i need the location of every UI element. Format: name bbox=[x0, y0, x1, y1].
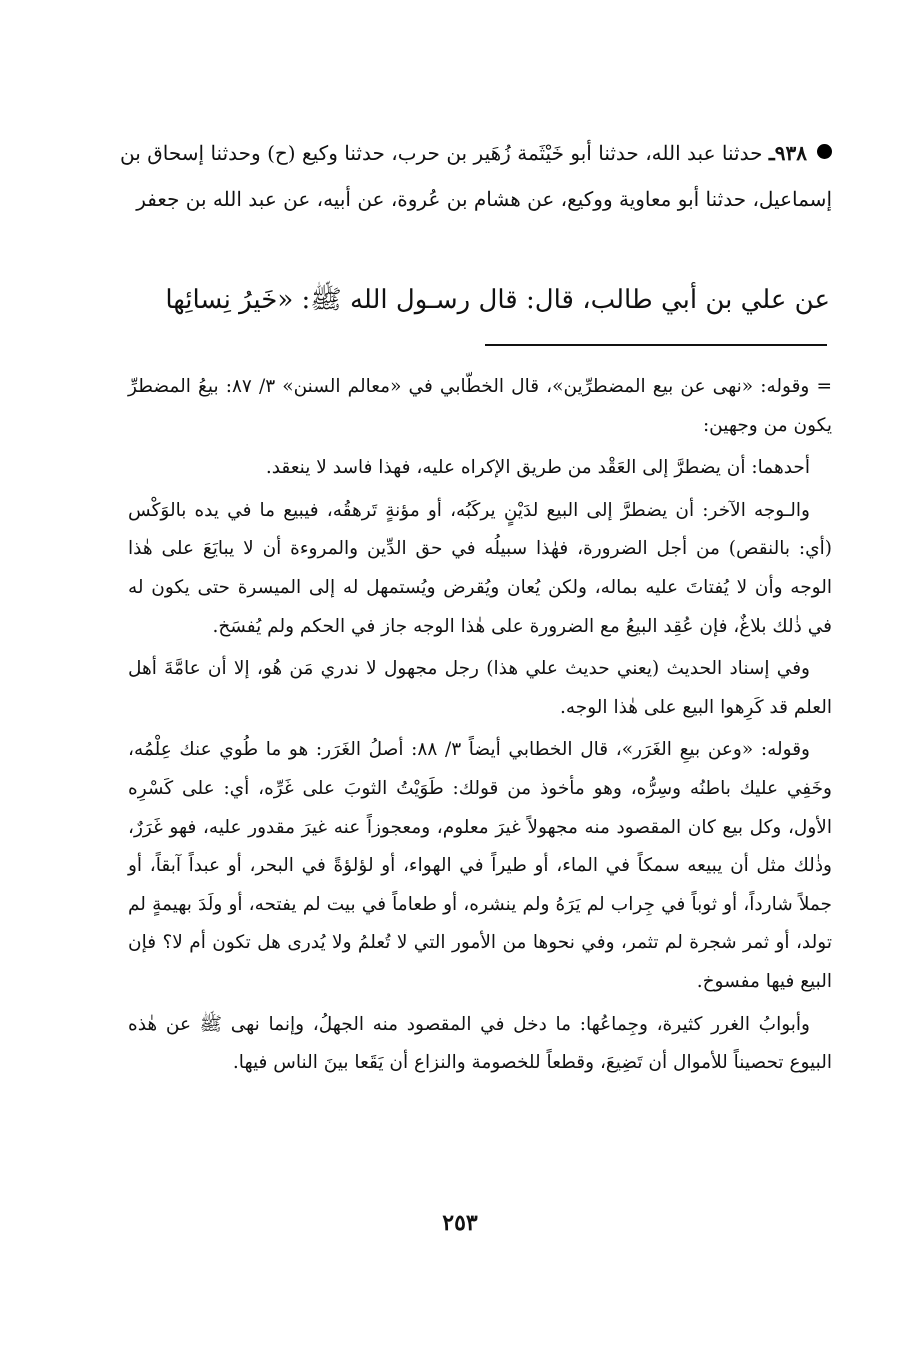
bullet-icon bbox=[817, 144, 832, 159]
footnote-divider bbox=[485, 344, 827, 346]
commentary-paragraph: وأبوابُ الغرر كثيرة، وجِماعُها: ما دخل في المقصود منه الجهلُ، وإنما نهى ﷺ عن هٰذه البيوع تحصيناً للأموال أن تَضِيعَ، وقطعاً للخصومة والنزاع أن يَقَعا بينَ الناس فيها. bbox=[128, 1013, 832, 1074]
commentary-paragraph: وفي إسناد الحديث (يعني حديث علي هذا) رجل مجهول لا ندري مَن هُو، إلا أن عامَّةَ أهل العلم قد كَرِهوا البيع على هٰذا الوجه. bbox=[128, 658, 832, 718]
hadith-isnad-block bbox=[120, 130, 832, 222]
commentary-paragraph: والـوجه الآخر: أن يضطرَّ إلى البيع لدَيْنٍ يركَبُه، أو مؤنةٍ تَرهقُه، فيبيع ما في يده بالوَكْس (أي: بالنقص) من أجل الضرورة، فهٰذا سبيلُه في حق الدِّين والمروءة أن لا يبايَعَ على هٰذا الوجه وأن لا يُفتاتَ عليه بماله، ولكن يُعان ويُقرض ويُستمهل له إلى الميسرة حتى يكون له في ذٰلك بلاغٌ، فإن عُقِد البيعُ مع الضرورة على هٰذا الوجه جاز في الحكم ولم يُفسَخ. bbox=[128, 499, 832, 637]
hadith-number: ٩٣٨ـ bbox=[768, 141, 808, 165]
page-number: ٢٥٣ bbox=[442, 1210, 478, 1236]
hadith-isnad: حدثنا عبد الله، حدثنا أبو خَيْثَمة زُهَير بن حرب، حدثنا وكيع (ح) وحدثنا إسحاق بن إسماعيل، حدثنا أبو معاوية ووكيع، عن هشام بن عُروة، عن أبيه، عن عبد الله بن جعفر bbox=[120, 141, 832, 211]
hadith-matn: عن علي بن أبي طالب، قال: قال رسـول الله ﷺ: «خَيرُ نِسائِها bbox=[165, 285, 830, 315]
commentary-paragraph: = وقوله: «نهى عن بيع المضطرِّين»، قال الخطّابي في «معالم السنن» ٣/ ٨٧: بيعُ المضطرِّ يكون من وجهين: bbox=[128, 376, 832, 436]
commentary-block bbox=[128, 368, 832, 1087]
commentary-paragraph: أحدهما: أن يضطرَّ إلى العَقْد من طريق الإكراه عليه، فهذا فاسد لا ينعقد. bbox=[265, 457, 810, 479]
commentary-paragraph: وقوله: «وعن بيعِ الغَرَر»، قال الخطابي أيضاً ٣/ ٨٨: أصلُ الغَرَر: هو ما طُوي عنك عِلْمُه، وخَفِي عليك باطنُه وسِرُّه، وهو مأخوذ من قولك: طَوَيْتُ الثوبَ على غَرِّه، أي: على كَسْرِه الأول، وكل بيع كان المقصود منه مجهولاً غيرَ معلوم، ومعجوزاً عنه غيرَ مقدور عليه، فهو غَرَرٌ، وذٰلك مثل أن يبيعه سمكاً في الماء، أو طيراً في الهواء، أو لؤلؤةً في البحر، أو عبداً آبقاً، أو جملاً شارداً، أو ثوباً في جِراب لم يَرَهُ ولم ينشره، أو طعاماً في بيت لم يفتحه، أو ولَدَ بهيمةٍ لم تولد، أو ثمر شجرة لم تثمر، وفي نحوها من الأمور التي لا تُعلمُ ولا يُدرى هل تكون أم لا؟ فإن البيع فيها مفسوخ. bbox=[128, 739, 832, 992]
